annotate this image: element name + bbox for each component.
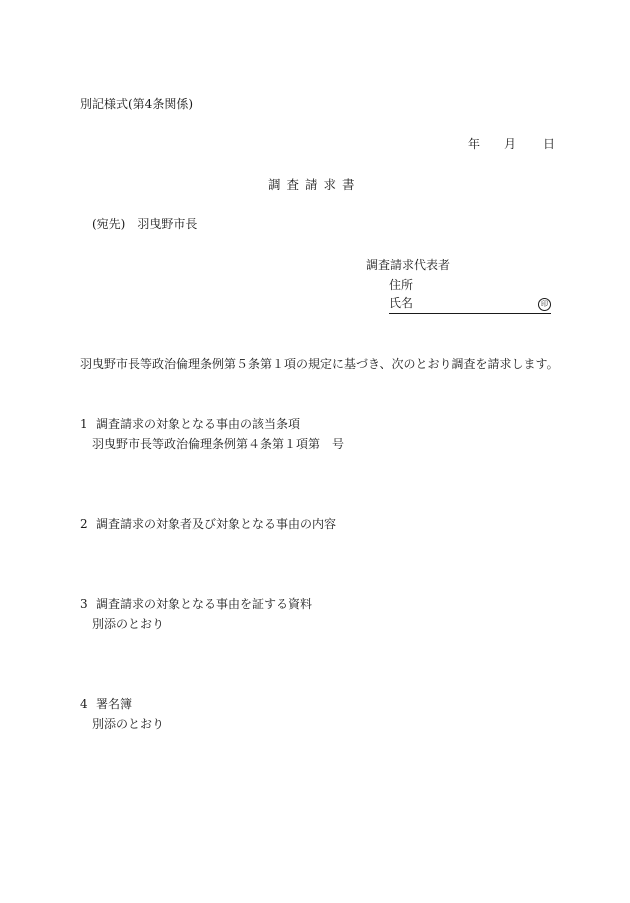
date-day-label: 日: [543, 137, 556, 151]
section-number: 3: [80, 597, 88, 611]
section-title: 調査請求の対象となる事由の該当条項: [96, 417, 301, 431]
section-number: 2: [80, 517, 88, 531]
date-line: [468, 138, 555, 150]
section-title: 署名簿: [96, 697, 133, 711]
addressee-name: 羽曳野市長: [137, 217, 198, 231]
name-label: 氏名: [389, 296, 414, 310]
representative-label: 調査請求代表者: [366, 258, 451, 272]
seal-mark-icon: 印: [538, 298, 551, 311]
intro-text: 羽曳野市長等政治倫理条例第５条第１項の規定に基づき、次のとおり調査を請求します。: [80, 357, 559, 371]
section-heading: [80, 418, 300, 430]
section-heading: [80, 698, 132, 710]
section-detail: 別添のとおり: [92, 617, 165, 631]
section-title: 調査請求の対象者及び対象となる事由の内容: [96, 517, 337, 531]
section-heading: [80, 598, 312, 610]
form-label: 別記様式(第4条関係): [80, 97, 193, 111]
section-number: 1: [80, 417, 88, 431]
date-month-label: 月: [504, 137, 517, 151]
date-year-label: 年: [468, 137, 481, 151]
section-title: 調査請求の対象となる事由を証する資料: [96, 597, 313, 611]
section-heading: [80, 518, 336, 530]
section-detail: 別添のとおり: [92, 717, 165, 731]
addressee: [92, 218, 197, 230]
section-detail: 羽曳野市長等政治倫理条例第４条第１項第 号: [92, 437, 345, 451]
name-signature-line: [389, 297, 551, 314]
document-title: 調査請求書: [268, 177, 361, 192]
addressee-to-label: (宛先): [92, 217, 126, 231]
section-number: 4: [80, 697, 88, 711]
address-label: 住所: [389, 278, 414, 292]
